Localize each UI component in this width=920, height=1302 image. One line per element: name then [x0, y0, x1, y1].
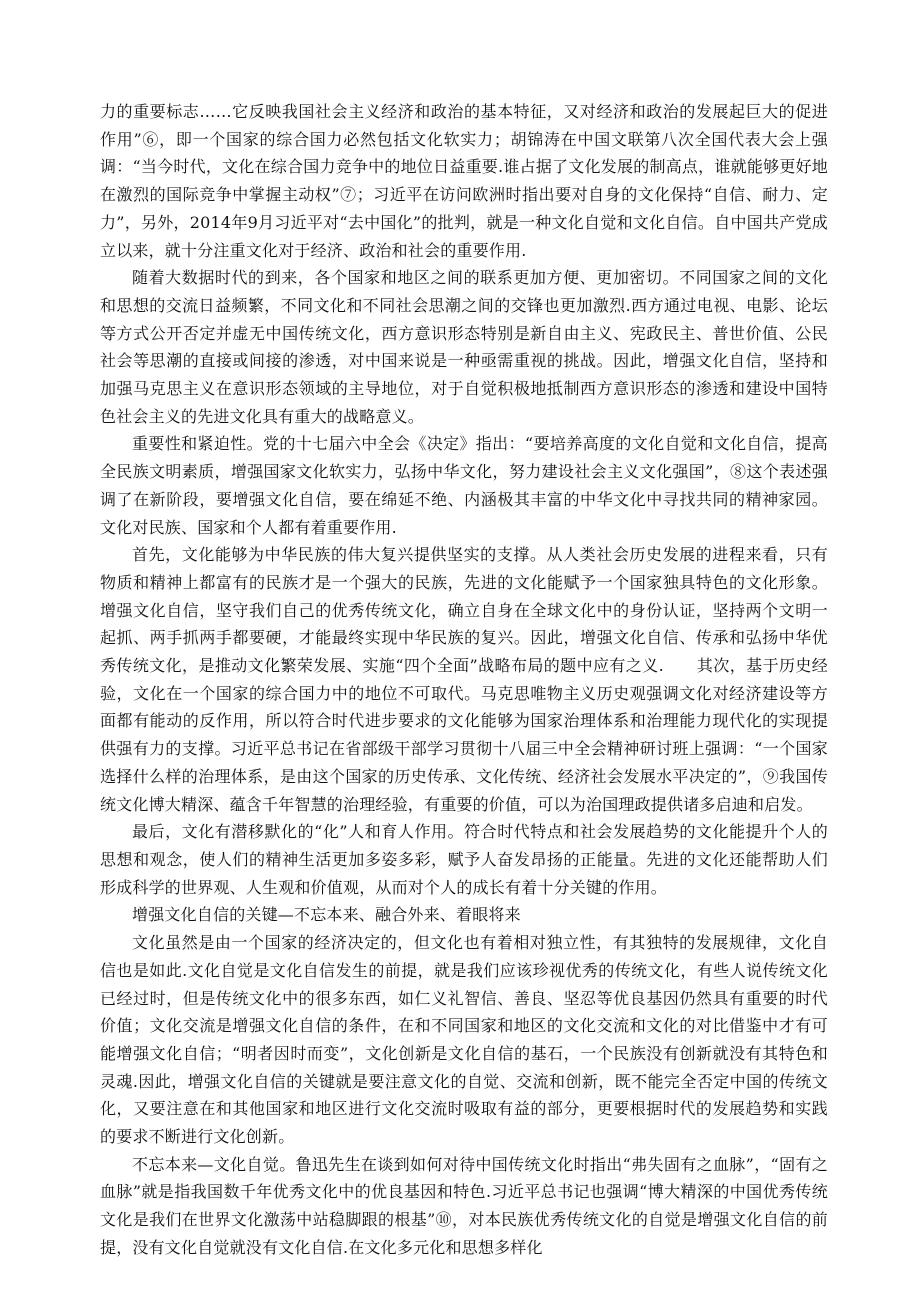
paragraph-4: 首先，文化能够为中华民族的伟大复兴提供坚实的支撑。从人类社会历史发展的进程来看，只有物质和精神上都富有的民族才是一个强大的民族，先进的文化能赋予一个国家独具特色的文化形象。增强文化自信，坚守我们自己的优秀传统文化，确立自身在全球文化中的身份认证，坚持两个文明一起抓、两手抓两手都要硬，才能最终实现中华民族的复兴。因此，增强文化自信、传承和弘扬中华优秀传统文化，是推动文化繁荣发展、实施“四个全面”战略布局的题中应有之义. 其次，基于历史经验，文化在一个国家的综合国力中的地位不可取代。马克思唯物主义历史观强调文化对经济建设等方面都有能动的反作用，所以符合时代进步要求的文化能够为国家治理体系和治理能力现代化的实现提供强有力的支撑。习近平总书记在省部级干部学习贯彻十八届三中全会精神研讨班上强调：“一个国家选择什么样的治理体系，是由这个国家的历史传承、文化传统、经济社会发展水平决定的”，⑨我国传统文化博大精深、蕴含千年智慧的治理经验，有重要的价值，可以为治国理政提供诸多启迪和启发。: [100, 545, 828, 814]
paragraph-7: 不忘本来—文化自觉。鲁迅先生在谈到如何对待中国传统文化时指出“弗失固有之血脉”，“固有之血脉”就是指我国数千年优秀文化中的优良基因和特色.习近平总书记也强调“博大精深的中国优秀传统文化是我们在世界文化激荡中站稳脚跟的根基”⑩，对本民族优秀传统文化的自觉是增强文化自信的前提，没有文化自觉就没有文化自信.在文化多元化和思想多样化: [100, 1154, 828, 1257]
section-heading: 增强文化自信的关键—不忘本来、融合外来、着眼将来: [132, 905, 521, 925]
paragraph-5: 最后，文化有潜移默化的“化”人和育人作用。符合时代特点和社会发展趋势的文化能提升个人的思想和观念，使人们的精神生活更加多姿多彩，赋予人奋发昂扬的正能量。先进的文化还能帮助人们形成科学的世界观、人生观和价值观，从而对个人的成长有着十分关键的作用。: [100, 822, 828, 897]
paragraph-6: 文化虽然是由一个国家的经济决定的，但文化也有着相对独立性，有其独特的发展规律，文化自信也是如此.文化自觉是文化自信发生的前提，就是我们应该珍视优秀的传统文化，有些人说传统文化已经过时，但是传统文化中的很多东西，如仁义礼智信、善良、坚忍等优良基因仍然具有重要的时代价值；文化交流是增强文化自信的条件，在和不同国家和地区的文化交流和文化的对比借鉴中才有可能增强文化自信；“明者因时而变”，文化创新是文化自信的基石，一个民族没有创新就没有其特色和灵魂.因此，增强文化自信的关键就是要注意文化的自觉、交流和创新，既不能完全否定中国的传统文化，又要注意在和其他国家和地区进行文化交流时吸取有益的部分，更要根据时代的发展趋势和实践的要求不断进行文化创新。: [100, 933, 828, 1147]
paragraph-2: 随着大数据时代的到来，各个国家和地区之间的联系更加方便、更加密切。不同国家之间的文化和思想的交流日益频繁，不同文化和不同社会思潮之间的交锋也更加激烈.西方通过电视、电影、论坛等方式公开否定并虚无中国传统文化，西方意识形态特别是新自由主义、宪政民主、普世价值、公民社会等思潮的直接或间接的渗透，对中国来说是一种亟需重视的挑战。因此，增强文化自信，坚持和加强马克思主义在意识形态领域的主导地位，对于自觉积极地抵制西方意识形态的渗透和建设中国特色社会主义的先进文化具有重大的战略意义。: [100, 268, 828, 426]
paragraph-3: 重要性和紧迫性。党的十七届六中全会《决定》指出：“要培养高度的文化自觉和文化自信，提高全民族文明素质，增强国家文化软实力，弘扬中华文化，努力建设社会主义文化强国”，⑧这个表述强调了在新阶段，要增强文化自信，要在绵延不绝、内涵极其丰富的中华文化中寻找共同的精神家园。文化对民族、国家和个人都有着重要作用.: [100, 434, 828, 537]
document-body: [100, 98, 828, 1262]
paragraph-1: 力的重要标志……它反映我国社会主义经济和政治的基本特征，又对经济和政治的发展起巨大的促进作用”⑥，即一个国家的综合国力必然包括文化软实力；胡锦涛在中国文联第八次全国代表大会上强调：“当今时代，文化在综合国力竞争中的地位日益重要.谁占据了文化发展的制高点，谁就能够更好地在激烈的国际竞争中掌握主动权”⑦；习近平在访问欧洲时指出要对自身的文化保持“自信、耐力、定力”，另外，2014年9月习近平对“去中国化”的批判，就是一种文化自觉和文化自信。自中国共产党成立以来，就十分注重文化对于经济、政治和社会的重要作用.: [100, 102, 828, 260]
